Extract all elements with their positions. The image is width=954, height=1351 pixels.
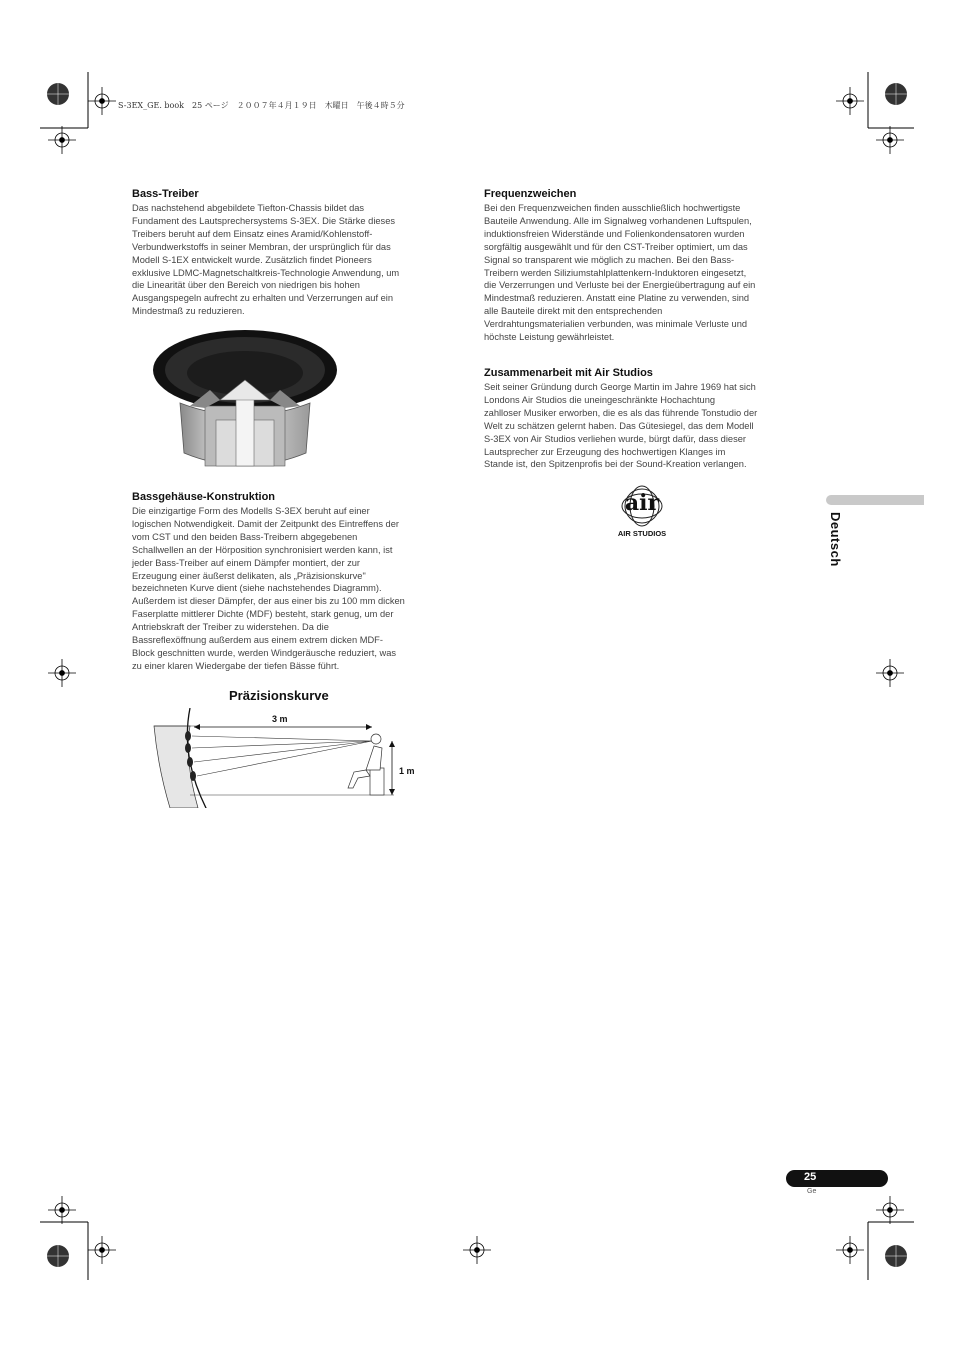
- height-label: 1 m: [399, 766, 415, 776]
- air-logo-caption: AIR STUDIOS: [617, 529, 667, 538]
- section-heading: Zusammenarbeit mit Air Studios: [484, 367, 653, 379]
- precision-curve-title: Präzisionskurve: [229, 688, 329, 703]
- section-heading: Frequenzweichen: [484, 188, 577, 200]
- section-crossovers: [484, 188, 802, 344]
- page-number-pill: [786, 1170, 888, 1187]
- page-number: 25: [804, 1171, 817, 1183]
- air-studios-logo: [610, 484, 674, 542]
- section-bass-enclosure: [132, 491, 450, 673]
- language-tab-label: Deutsch: [828, 512, 843, 567]
- language-tab-bar: [826, 495, 924, 505]
- section-body: Das nachstehend abgebildete Tiefton-Chassis bildet das Fundament des Lautsprechersystems S-3EX. Die Stärke dieses Treibers beruht auf dem Einsatz eines Aramid/Kohlenstoff- Verbundwerkstoffs in seiner Membran, der ursprünglich für das Modell S-1EX entwickelt wurde. Zusätzlich findet Pioneers exklusive LDMC-Magnetschaltkreis-Technologie Anwendung, um die Linearität über den Bereich von niedrigen bis hohen Ausgangspegeln aufrecht zu erhalten und Verzerrungen auf ein Mindestmaß zu reduzieren.: [132, 203, 400, 317]
- section-body: Seit seiner Gründung durch George Martin im Jahre 1969 hat sich Londons Air Studios die uneingeschränkte Hochachtung zahlloser Musiker erworben, die es als das führende Tonstudio der Welt zu schätzen gelernt haben. Das Gütesiegel, das dem Modell S-3EX von Air Studios verliehen wurde, bürgt dafür, dass dieser Lautsprecher zur Erzeugung des hochwertigen Klanges im Stande ist, den Spitzenprofis bei der Sound-Kreation verlangen.: [484, 382, 758, 470]
- section-body: Bei den Frequenzweichen finden ausschließlich hochwertigste Bauteile Anwendung. Alle im Signalweg vorhandenen Luftspulen, induktionsfreien Widerstände und Folienkondensatoren wurden sorgfältig ausgewählt und für den CST-Treiber optimiert, um das Signal so transparent wie möglich zu machen. Bei den Bass- Treibern werden Siliziumstahlplattenkern-Induktoren eingesetzt, die Verzerrungen und Verluste bei der Energieübertragung auf ein Mindestmaß reduzieren. Anstatt eine Platine zu verwenden, sind alle Bauteile direkt mit den entsprechenden Verdrahtungsmaterialien verbunden, was minimale Verluste und höchste Leistung gewährleistet.: [484, 203, 756, 343]
- section-bass-driver: [132, 188, 450, 318]
- air-logo-mark: air: [624, 490, 660, 516]
- file-header-line: S-3EX_GE. book 25 ページ ２００７年４月１９日 木曜日 午後４時５分: [118, 101, 405, 110]
- section-heading: Bass-Treiber: [132, 188, 199, 200]
- section-air-studios: [484, 367, 802, 471]
- page-language-code: Ge: [807, 1188, 817, 1195]
- woofer-cutaway-image: [150, 328, 340, 473]
- distance-label: 3 m: [272, 714, 288, 724]
- section-heading: Bassgehäuse-Konstruktion: [132, 491, 276, 503]
- section-body: Die einzigartige Form des Modells S-3EX beruht auf einer logischen Notwendigkeit. Damit der Zeitpunkt des Eintreffens der vom CST und den beiden Bass-Treibern abgegebenen Schallwellen an der Hörposition synchronisiert werden kann, ist jeder Bass-Treiber auf einem Dämpfer montiert, der zur Erzeugung einer äußerst delikaten, als „Präzisionskurve" bezeichneten Kurve dient (siehe nachstehendes Diagramm). Außerdem ist dieser Dämpfer, der aus einer bis zu 100 mm dicken Faserplatte mittlerer Dichte (MDF) besteht, stark genug, um der Antriebskraft der Treiber zu widerstehen. Da die Bassreflexöffnung außerdem aus einem extrem dicken MDF- Block geschnitten wurde, werden Windgeräusche reduziert, was zu einer klaren Wiedergabe der tiefen Bässe führt.: [132, 506, 405, 671]
